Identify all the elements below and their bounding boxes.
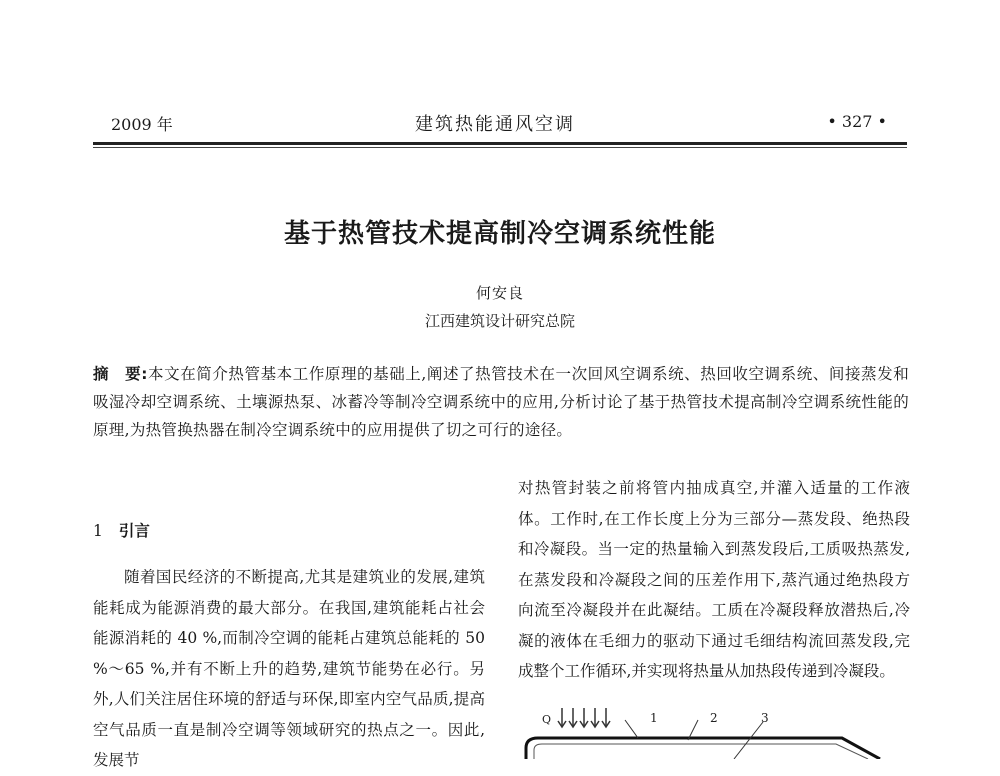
article-title: 基于热管技术提高制冷空调系统性能: [283, 219, 716, 249]
section-title: 引言: [118, 522, 150, 540]
heat-pipe-paragraph: 对热管封装之前将管内抽成真空,并灌入适量的工作液体。工作时,在工作长度上分为三部分—蒸发段、绝热段和冷凝段。当一定的热量输入到蒸发段后,工质吸热蒸发,在蒸发段和冷凝段之间的压差作用下,蒸汽通过绝热段方向流至冷凝段并在此凝结。工质在冷凝段释放潜热后,冷凝的液体在毛细力的驱动下通过毛细结构流回蒸发段,完成整个工作循环,并实现将热量从加热段传递到冷凝段。: [518, 479, 910, 680]
callout-3: 3: [761, 711, 769, 725]
abstract-text: 本文在简介热管基本工作原理的基础上,阐述了热管技术在一次回风空调系统、热回收空调系统、间接蒸发和吸湿冷却空调系统、土壤源热泵、冰蓄冷等制冷空调系统中的应用,分析讨论了基于热管技术提高制冷空调系统性能的原理,为热管换热器在制冷空调系统中的应用提供了切之可行的途径。: [93, 365, 909, 439]
heat-pipe-casing: [526, 738, 880, 759]
callout-2: 2: [710, 711, 718, 725]
callout-1: 1: [650, 711, 658, 725]
heat-input-label: Q: [542, 713, 552, 726]
header-rule-thin: [93, 147, 907, 148]
article-author: 何安良: [475, 284, 524, 302]
header-year: 2009 年: [111, 115, 173, 134]
running-header: [95, 112, 907, 142]
right-column: [518, 473, 910, 687]
left-column: [93, 518, 485, 776]
section-number: 1: [93, 522, 103, 540]
article-affiliation: 江西建筑设计研究总院: [424, 312, 575, 330]
callout-line-1: [625, 720, 638, 738]
callout-line-3: [734, 722, 763, 759]
header-page-number: • 327 •: [827, 112, 887, 131]
heat-pipe-diagram: [520, 700, 910, 759]
abstract-label: 摘 要:: [93, 365, 148, 383]
abstract: [93, 360, 909, 444]
heat-pipe-wick: [534, 744, 868, 759]
heat-pipe-figure: [520, 700, 910, 759]
intro-paragraph: 随着国民经济的不断提高,尤其是建筑业的发展,建筑能耗成为能源消费的最大部分。在我国,建筑能耗占社会能源消耗的 40 %,而制冷空调的能耗占建筑总能耗的 50 %～65 %,并有不断上升的趋势,建筑节能势在必行。另外,人们关注居住环境的舒适与环保,即室内空气品质,提高空气品质一直是制冷空调等领域研究的热点之一。因此,发展节: [93, 568, 485, 769]
header-journal-name: 建筑热能通风空调: [415, 114, 575, 135]
heat-input-arrows: [558, 708, 610, 727]
header-rule-thick: [93, 142, 907, 145]
section-heading: [93, 518, 485, 544]
